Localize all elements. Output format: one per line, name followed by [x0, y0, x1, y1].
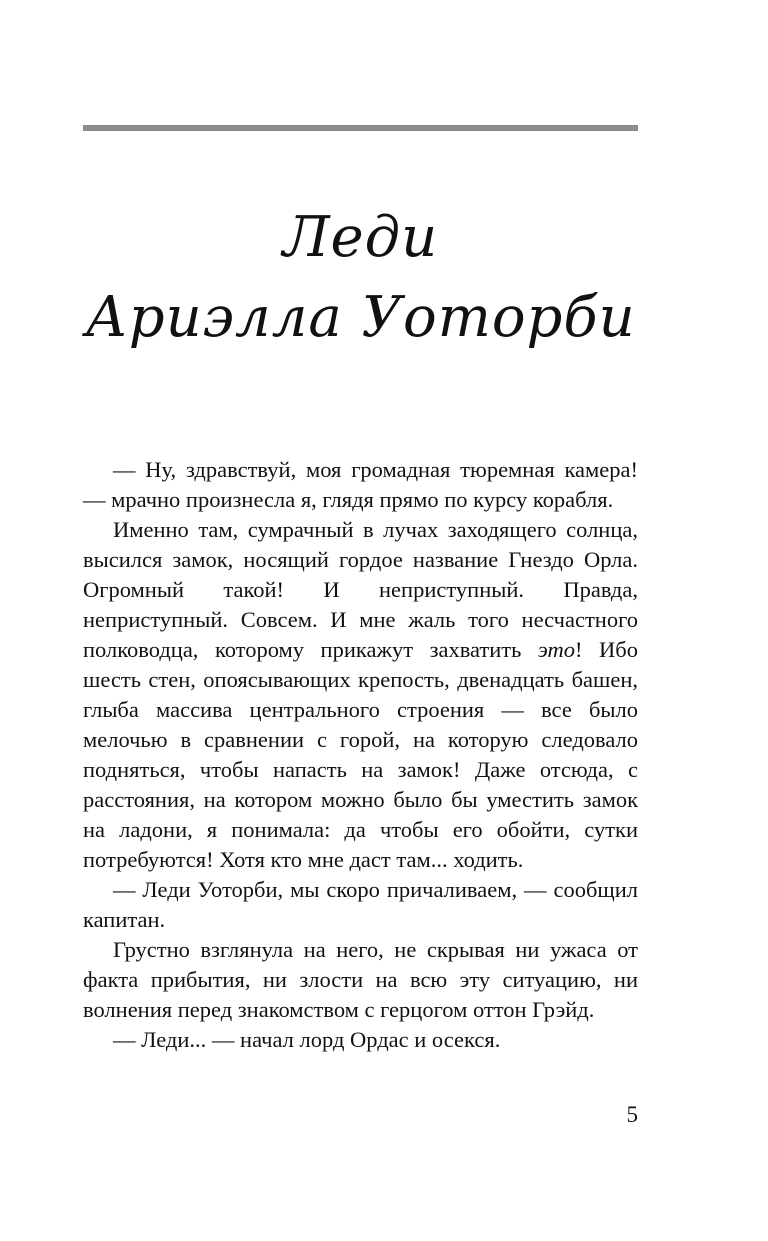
paragraph-2 — [83, 515, 638, 875]
paragraph-2-text-a: Именно там, сумрачный в лучах заходящего солнца, высился замок, носящий гордое название Гнездо Орла. Огромный такой! И неприступный. Правда, неприступный. Совсем. И мне жаль того несчастного полководца, которому прикажут захватить — [83, 517, 638, 662]
chapter-title-line-2: Ариэлла Уоторби — [85, 284, 636, 350]
body-text — [83, 455, 638, 1055]
chapter-title — [83, 198, 638, 358]
page-number: 5 — [626, 1102, 638, 1127]
paragraph-3: — Леди Уоторби, мы скоро причаливаем, — сообщил капитан. — [83, 877, 638, 932]
paragraph-2-text-b: ! Ибо шесть стен, опоясывающих крепость, двенадцать башен, глыба массива центрального строения — все было мелочью в сравнении с горой, на которую следовало подняться, чтобы напасть на замок! Даже отсюда, с расстояния, на котором можно было бы уместить замок на ладони, я понимала: да чтобы его обойти, сутки потребуются! Хотя кто мне даст там... ходить. — [83, 637, 638, 872]
paragraph-2-emphasis: это — [537, 637, 576, 662]
paragraph-5: — Леди... — начал лорд Ордас и осекся. — [113, 1027, 501, 1052]
chapter-title-line-1: Леди — [282, 204, 439, 270]
paragraph-1: — Ну, здравствуй, моя громадная тюремная камера! — мрачно произнесла я, глядя прямо по курсу корабля. — [83, 457, 638, 512]
top-rule — [83, 125, 638, 131]
paragraph-4: Грустно взглянула на него, не скрывая ни ужаса от факта прибытия, ни злости на всю эту ситуацию, ни волнения перед знакомством с герцогом оттон Грэйд. — [83, 937, 638, 1022]
